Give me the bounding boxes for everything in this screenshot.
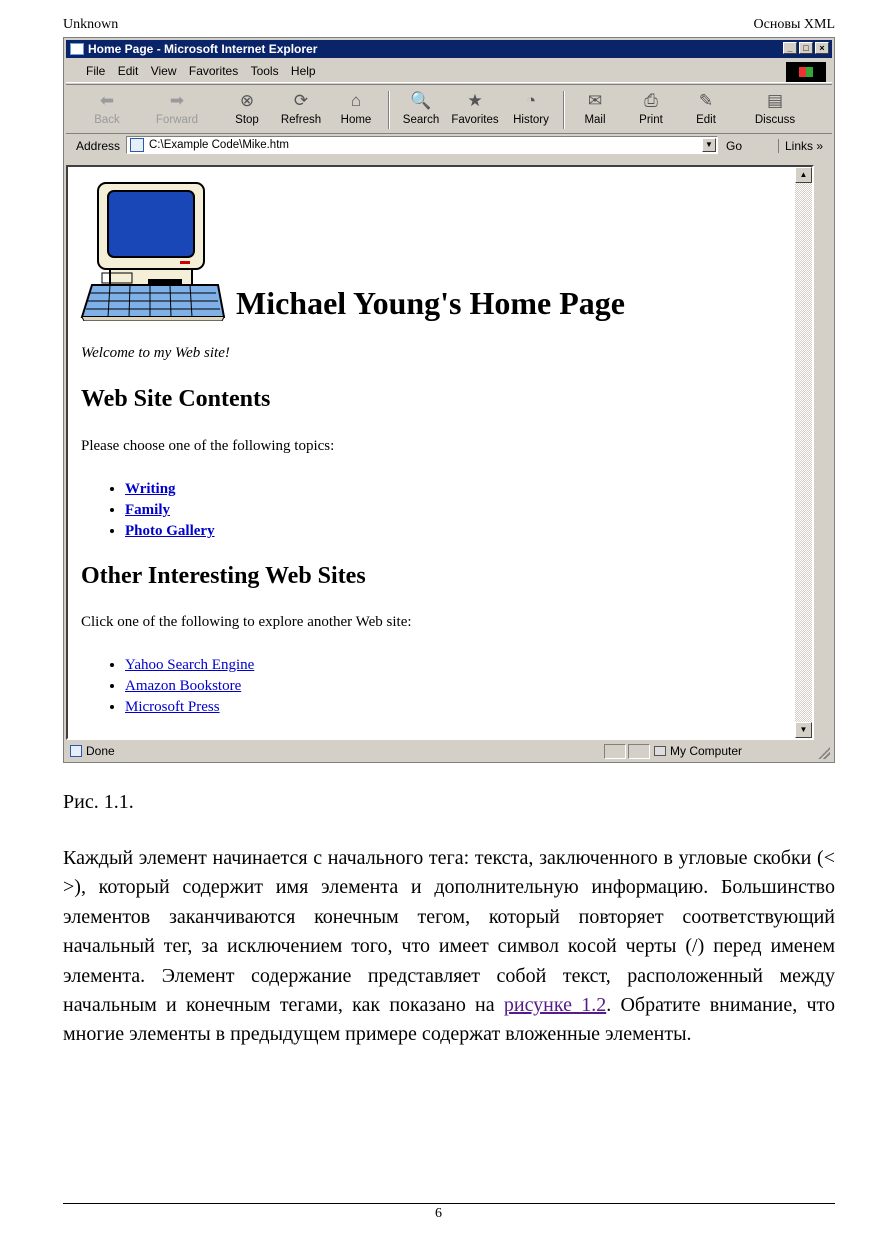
- refresh-label: Refresh: [280, 114, 322, 126]
- address-bar: [66, 134, 832, 158]
- mail-label: Mail: [584, 114, 606, 126]
- menu-file[interactable]: File: [86, 64, 106, 78]
- edit-button[interactable]: [681, 91, 731, 126]
- scroll-down-icon[interactable]: ▼: [795, 722, 812, 738]
- browser-screenshot: [63, 37, 835, 763]
- list-item: [125, 676, 254, 697]
- menu-help[interactable]: Help: [290, 64, 316, 78]
- page-number: 6: [435, 1206, 442, 1221]
- page-icon: [130, 138, 144, 152]
- status-zone: My Computer: [654, 742, 742, 761]
- forward-label: Forward: [155, 114, 199, 126]
- paragraph-text-end: . Обратите внимание, что многие элементы в предыдущем примере содержат вложенные элементы.: [63, 994, 836, 1046]
- menu-favorites[interactable]: Favorites: [188, 64, 239, 78]
- section-intro-other-sites: Click one of the following to explore another Web site:: [81, 614, 412, 630]
- section-intro-contents: Please choose one of the following topics:: [81, 438, 335, 454]
- favorites-button[interactable]: [450, 91, 500, 126]
- status-bar: [66, 742, 832, 761]
- list-item: [125, 479, 215, 500]
- history-icon: ◔: [525, 91, 537, 110]
- print-button[interactable]: [626, 91, 676, 126]
- title-bar: [66, 40, 832, 58]
- list-item: [125, 697, 254, 718]
- list-item: [125, 521, 215, 542]
- edit-label: Edit: [696, 114, 716, 126]
- link-yahoo[interactable]: Yahoo Search Engine: [125, 657, 255, 673]
- mail-button[interactable]: [570, 91, 620, 126]
- history-button[interactable]: [506, 91, 556, 126]
- footer-rule: [63, 1203, 835, 1204]
- favorites-label: Favorites: [451, 114, 499, 126]
- go-button[interactable]: Go: [726, 139, 743, 153]
- mail-icon: ✉: [587, 91, 603, 110]
- figure-caption: Рис. 1.1.: [63, 791, 134, 813]
- list-item: [125, 655, 254, 676]
- close-button[interactable]: ×: [815, 42, 829, 54]
- link-family[interactable]: Family: [125, 502, 170, 518]
- body-paragraph: [63, 844, 835, 1050]
- address-dropdown-icon[interactable]: ▼: [702, 138, 716, 152]
- list-item: [125, 500, 215, 521]
- print-label: Print: [639, 114, 663, 126]
- computer-icon: [80, 181, 225, 321]
- stop-button[interactable]: [222, 91, 272, 126]
- search-label: Search: [402, 114, 440, 126]
- address-value: C:\Example Code\Mike.htm: [149, 139, 289, 151]
- windows-logo-icon: [786, 62, 826, 82]
- link-writing[interactable]: Writing: [125, 481, 176, 497]
- maximize-button[interactable]: □: [799, 42, 813, 54]
- back-button[interactable]: [82, 91, 132, 126]
- search-icon: 🔍: [410, 91, 432, 110]
- search-button[interactable]: [396, 91, 446, 126]
- forward-button[interactable]: [152, 91, 202, 126]
- link-microsoft-press[interactable]: Microsoft Press: [125, 699, 220, 715]
- address-label: Address: [76, 139, 121, 153]
- figure-link[interactable]: рисунке 1.2: [503, 994, 607, 1017]
- menu-view[interactable]: View: [150, 64, 177, 78]
- stop-label: Stop: [235, 114, 259, 126]
- welcome-text: Welcome to my Web site!: [81, 345, 230, 361]
- menu-tools[interactable]: Tools: [250, 64, 279, 78]
- sites-list: [81, 655, 254, 718]
- refresh-button[interactable]: [276, 91, 326, 126]
- refresh-icon: ⟳: [293, 91, 309, 110]
- back-label: Back: [94, 114, 120, 126]
- ie-page-icon: [70, 43, 84, 55]
- stop-icon: ⊗: [239, 91, 255, 110]
- favorites-icon: ★: [467, 91, 483, 110]
- back-arrow-icon: ⬅: [99, 91, 115, 110]
- minimize-button[interactable]: _: [783, 42, 797, 54]
- links-button[interactable]: Links »: [778, 139, 823, 153]
- menu-edit[interactable]: Edit: [117, 64, 139, 78]
- scroll-up-icon[interactable]: ▲: [795, 167, 812, 183]
- header-left: Unknown: [63, 17, 119, 32]
- home-icon: ⌂: [350, 91, 362, 110]
- topics-list: [81, 479, 215, 542]
- paragraph-text-start: Каждый элемент начинается с начального тега: текста, заключенного в угловые скобки (< >), который содержит имя элемента и дополнительную информацию. Большинство элементов заканчиваются конечным тегом, который повторяет соответствующий начальный тег, за исключением того, что имеет символ косой черты (/) перед именем элемента. Элемент содержание представляет собой текст, расположенный между начальным и конечным тегами, как показано на: [63, 847, 835, 1017]
- resize-grip-icon[interactable]: [818, 747, 830, 759]
- discuss-button[interactable]: [750, 91, 800, 126]
- discuss-icon: ▤: [766, 91, 784, 110]
- section-heading-contents: Web Site Contents: [81, 386, 271, 412]
- edit-icon: ✎: [698, 91, 714, 110]
- page-viewport: [66, 165, 814, 740]
- page-heading: Michael Young's Home Page: [236, 285, 625, 321]
- print-icon: ⎙: [644, 91, 658, 110]
- header-right: Основы XML: [753, 17, 835, 32]
- section-heading-other-sites: Other Interesting Web Sites: [81, 563, 366, 589]
- home-button[interactable]: [331, 91, 381, 126]
- forward-arrow-icon: ➡: [169, 91, 185, 110]
- vertical-scrollbar[interactable]: [795, 167, 812, 738]
- address-input[interactable]: [126, 136, 718, 154]
- window-title: Home Page - Microsoft Internet Explorer: [88, 42, 318, 56]
- link-amazon[interactable]: Amazon Bookstore: [125, 678, 242, 694]
- status-text: Done: [70, 742, 115, 761]
- link-photo-gallery[interactable]: Photo Gallery: [125, 523, 215, 539]
- discuss-label: Discuss: [754, 114, 796, 126]
- history-label: History: [513, 114, 549, 126]
- menu-bar: [66, 60, 832, 83]
- standard-toolbar: [66, 84, 832, 134]
- home-label: Home: [340, 114, 372, 126]
